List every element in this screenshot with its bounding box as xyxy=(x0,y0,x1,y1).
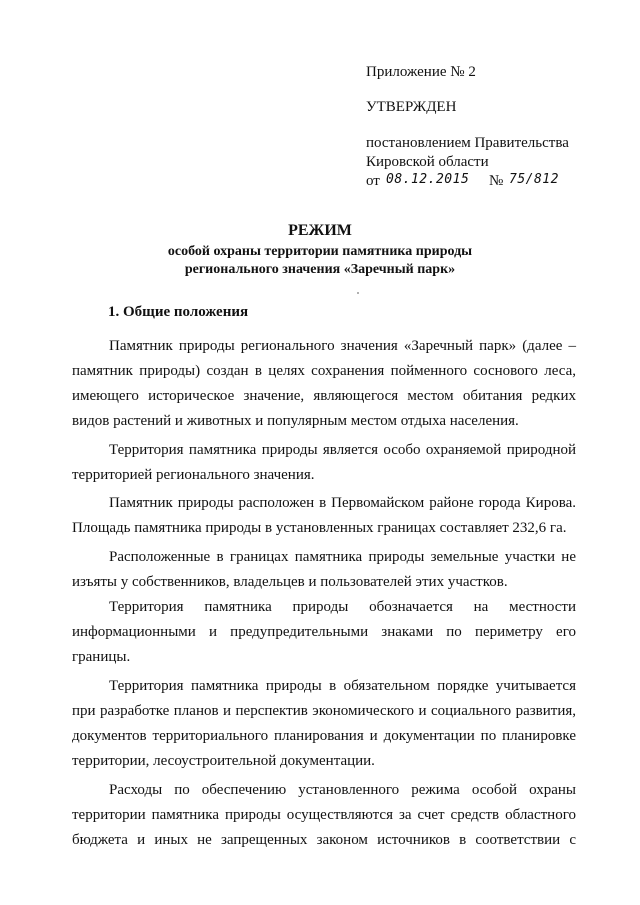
p5-line-1: Территория памятника природы обозначается на местности xyxy=(109,599,576,615)
number-prefix: № xyxy=(489,173,504,189)
p3-line-1: Памятник природы расположен в Первомайском районе города Кирова. xyxy=(109,495,576,511)
p2-line-2: территорией регионального значения. xyxy=(72,467,315,483)
p6-line-3: документов территориального планирования и документации по планировке xyxy=(72,728,576,744)
p6-line-2: при разработке планов и перспектив экономического и социального развития, xyxy=(72,703,576,719)
p4-line-2: изъяты у собственников, владельцев и пользователей этих участков. xyxy=(72,574,508,590)
document-title: РЕЖИМ xyxy=(288,222,352,239)
p7-line-2: территории памятника природы осуществляются за счет средств областного xyxy=(72,807,576,823)
p2-line-1: Территория памятника природы является особо охраняемой природной xyxy=(109,442,576,458)
approved-label: УТВЕРЖДЕН xyxy=(366,99,457,115)
decree-line-2: Кировской области xyxy=(366,154,489,170)
number-handwritten: 75/812 xyxy=(509,172,559,187)
document-subtitle-1: особой охраны территории памятника природы xyxy=(167,244,473,259)
document-subtitle-2: регионального значения «Заречный парк» xyxy=(184,262,456,277)
decree-line-1: постановлением Правительства xyxy=(366,135,569,151)
p3-line-2: Площадь памятника природы в установленных границах составляет 232,6 га. xyxy=(72,520,567,536)
p1-line-4: видов растений и животных и популярным местом отдыха населения. xyxy=(72,413,519,429)
p6-line-1: Территория памятника природы в обязательном порядке учитывается xyxy=(109,678,576,694)
p4-line-1: Расположенные в границах памятника природы земельные участки не xyxy=(109,549,576,565)
p1-line-2: памятник природы) создан в целях сохранения пойменного соснового леса, xyxy=(72,363,576,379)
date-prefix: от xyxy=(366,173,380,189)
appendix-label: Приложение № 2 xyxy=(366,64,476,80)
p7-line-1: Расходы по обеспечению установленного режима особой охраны xyxy=(109,782,576,798)
p5-line-3: границы. xyxy=(72,649,131,665)
p7-line-3: бюджета и иных не запрещенных законом источников в соответствии с xyxy=(72,832,576,848)
scan-speck xyxy=(357,292,359,294)
section-heading: 1. Общие положения xyxy=(108,304,249,320)
p1-line-3: имеющего историческое значение, являющегося местом обитания редких xyxy=(72,388,576,404)
p5-line-2: информационными и предупредительными знаками по периметру его xyxy=(72,624,576,640)
p6-line-4: территории, лесоустроительной документации. xyxy=(72,753,375,769)
p1-line-1: Памятник природы регионального значения «Заречный парк» (далее – xyxy=(109,338,576,354)
date-handwritten: 08.12.2015 xyxy=(386,172,470,187)
